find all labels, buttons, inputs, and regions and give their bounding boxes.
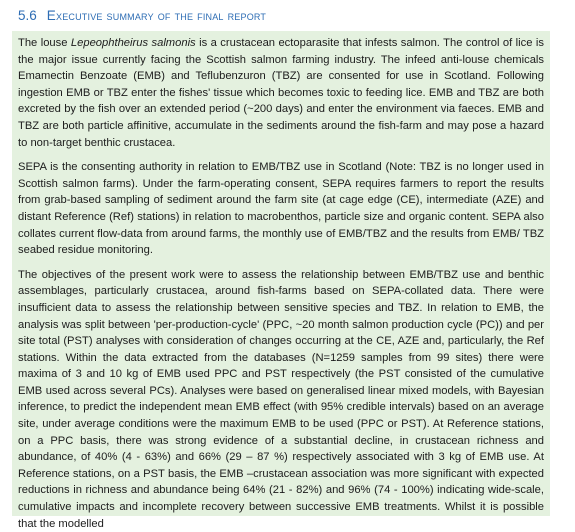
species-name: Lepeophtheirus salmonis <box>70 37 196 49</box>
paragraph-1 <box>18 35 544 151</box>
paragraph-1-intro: The louse <box>18 37 71 49</box>
highlighted-summary-box <box>12 31 550 530</box>
paragraph-1-body: is a crustacean ectoparasite that infests salmon. The control of lice is the major issue currently facing the Scottish salmon farming industry. The infeed anti-louse chemicals Emamectin Benzoate (EMB) and Teflubenzuron (TBZ) are consented for use in Scotland. Following ingestion EMB or TBZ enter the fishes' tissue which becomes toxic to feeding lice. EMB and TBZ are both excreted by the fish over an extended period (~200 days) and enter the environment via faeces. EMB and TBZ are both particle affinitive, accumulate in the sediments around the fish-farm and may pose a hazard to non-target benthic crustacea. <box>18 37 544 149</box>
section-heading <box>18 6 575 26</box>
section-number: 5.6 <box>18 8 37 23</box>
paragraph-3: The objectives of the present work were to assess the relationship between EMB/TBZ use and benthic assemblages, particularly crustacea, around fish-farms based on SEPA-collated data. There were insufficient data to assess the relationship between sensitive species and TBZ. In relation to EMB, the analysis was split between 'per-production-cycle' (PPC, ~20 month salmon production cycle (PC)) and per site total (PST) analyses with consideration of changes occurring at the CE, AZE and, particularly, the Ref stations. Within the data extracted from the databases (N=1259 samples from 99 sites) there were maxima of 3 and 10 kg of EMB used PPC and PST respectively (the PST consisted of the cumulative EMB used across several PCs). Analyses were based on generalised linear mixed models, with Bayesian inference, to predict the independent mean EMB effect (with 95% credible intervals) based on an average site, under average conditions were the maximum EMB to be used (PPC or PST). At Reference stations, on a PPC basis, there was strong evidence of a substantial decline, in crustacean richness and abundance, of 40% (4 - 63%) and 66% (29 – 87 %) respectively associated with 3 kg of EMB use. At Reference stations, on a PST basis, the EMB –crustacean association was more significant with expected reductions in richness and abundance being 64% (21 - 82%) and 96% (74 - 100%) indicating wide-scale, cumulative impacts and incomplete recovery between successive EMB treatments. Whilst it is possible that the modelled <box>18 268 544 530</box>
paragraph-2: SEPA is the consenting authority in relation to EMB/TBZ use in Scotland (Note: TBZ is no longer used in Scottish salmon farms). Under the farm-operating consent, SEPA requires farmers to report the results from grab-based sampling of sediment around the farm site (at cage edge (CE), intermediate (AZE) and distant Reference (Ref) stations) in relation to macrobenthos, particle size and organic content. SEPA also collates current flow-data from around farms, the monthly use of EMB/TBZ and the results from EMB/ TBZ seabed residue monitoring. <box>18 161 544 257</box>
section-title: Executive summary of the final report <box>46 8 267 23</box>
